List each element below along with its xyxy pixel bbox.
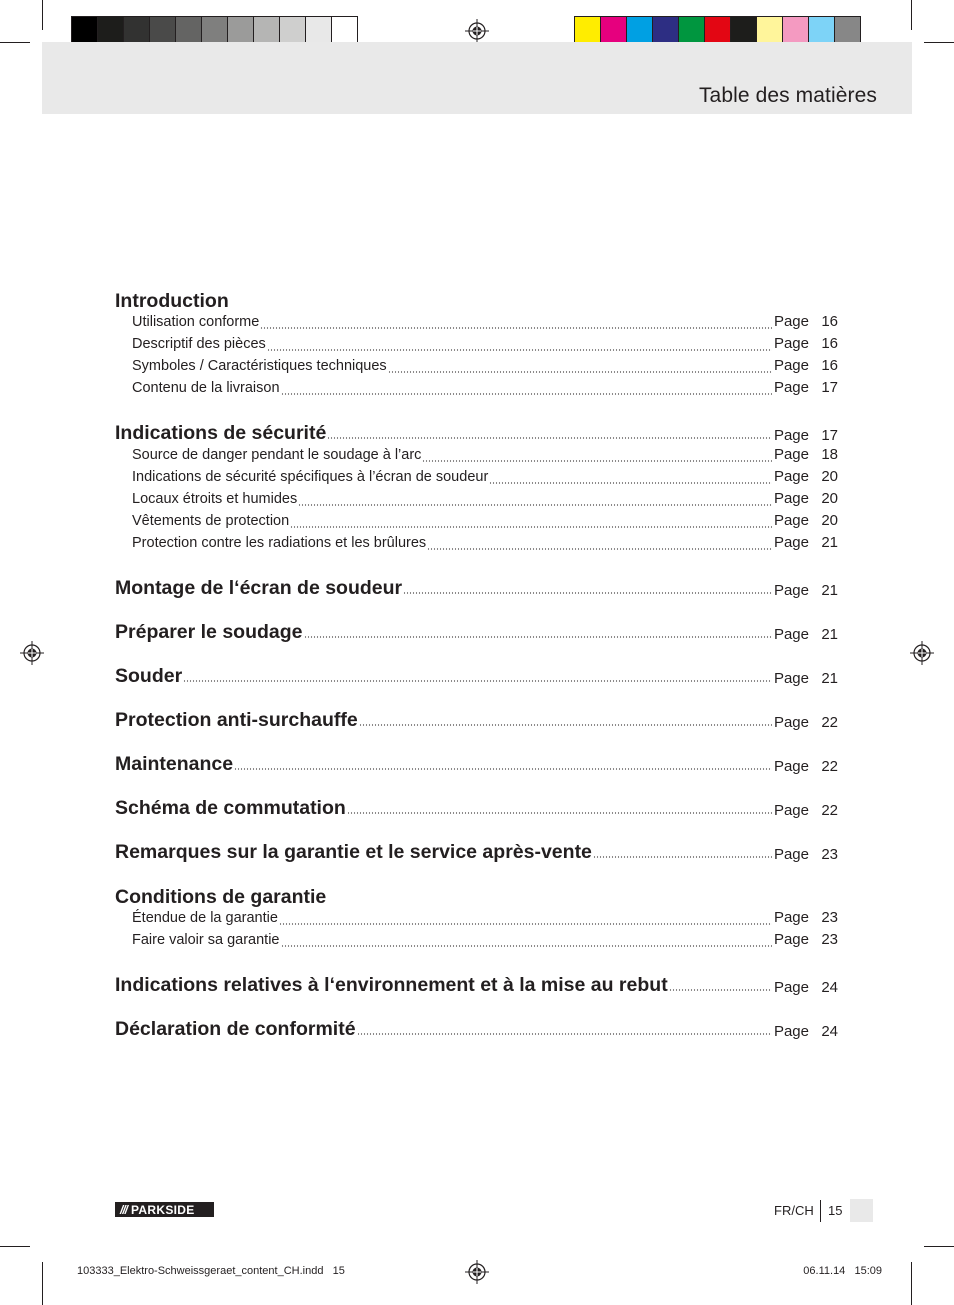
- print-slug-file: 103333_Elektro-Schweissgeraet_content_CH.indd 15: [77, 1265, 345, 1277]
- toc-entry-row: [115, 512, 838, 534]
- page-number: 22: [821, 714, 838, 731]
- page-number: 20: [821, 468, 838, 485]
- toc-section: [115, 657, 838, 689]
- page-number: 21: [821, 626, 838, 643]
- toc-section: [115, 966, 838, 998]
- toc-heading: Maintenance: [115, 753, 234, 775]
- toc-entry-row: [115, 335, 838, 357]
- crop-mark: [924, 1246, 954, 1247]
- page-number: 21: [821, 670, 838, 687]
- toc-heading-row: [115, 657, 838, 689]
- toc-entry: Protection contre les radiations et les brûlures: [132, 535, 427, 551]
- page-number: 16: [821, 335, 838, 352]
- toc-section: [115, 833, 838, 865]
- registration-mark-icon: [465, 19, 489, 43]
- dot-leader: [304, 636, 772, 638]
- page-number: 17: [821, 379, 838, 396]
- page-label: Page: [773, 379, 809, 396]
- footer-tab-box: [850, 1199, 873, 1222]
- dot-leader: [327, 437, 772, 439]
- registration-mark-icon: [20, 641, 44, 665]
- toc-entry-row: [115, 313, 838, 335]
- registration-mark-icon: [910, 641, 934, 665]
- toc-heading-row: [115, 701, 838, 733]
- toc-section: [115, 414, 838, 556]
- page-label: Page: [773, 758, 809, 775]
- crop-mark: [42, 0, 43, 30]
- toc-heading: Souder: [115, 665, 183, 687]
- toc-entry-row: [115, 468, 838, 490]
- toc-section: [115, 877, 838, 953]
- toc-section: [115, 701, 838, 733]
- dot-leader: [359, 724, 772, 726]
- dot-leader: [290, 526, 772, 528]
- dot-leader: [388, 371, 772, 373]
- toc-heading: Remarques sur la garantie et le service après-vente: [115, 841, 592, 863]
- page-number: 24: [821, 979, 838, 996]
- toc-entry: Descriptif des pièces: [132, 336, 266, 352]
- dot-leader: [489, 482, 772, 484]
- toc-entry: Vêtements de protection: [132, 513, 290, 529]
- dot-leader: [347, 812, 772, 814]
- page-number: 20: [821, 490, 838, 507]
- toc-heading: Indications relatives à l‘environnement et à la mise au rebut: [115, 974, 668, 996]
- page-number: 21: [821, 534, 838, 551]
- dot-leader: [183, 680, 772, 682]
- logo-brand: PARKSIDE: [131, 1202, 195, 1217]
- toc-section: [115, 613, 838, 645]
- dot-leader: [298, 504, 772, 506]
- page-number: 16: [821, 313, 838, 330]
- toc-entry-row: [115, 357, 838, 379]
- page-number: 23: [821, 931, 838, 948]
- toc-section: [115, 1010, 838, 1042]
- toc-heading: Introduction: [115, 290, 229, 312]
- toc-entry: Source de danger pendant le soudage à l’arc: [132, 447, 422, 463]
- page-number: 24: [821, 1023, 838, 1040]
- crop-mark: [911, 0, 912, 30]
- dot-leader: [403, 592, 772, 594]
- toc-heading-row: [115, 745, 838, 777]
- toc-entry: Étendue de la garantie: [132, 910, 278, 926]
- dot-leader: [279, 923, 772, 925]
- toc-heading: Montage de l‘écran de soudeur: [115, 577, 403, 599]
- dot-leader: [427, 548, 772, 550]
- dot-leader: [281, 945, 772, 947]
- page-number: 18: [821, 446, 838, 463]
- toc-section: [115, 569, 838, 601]
- toc-entry: Indications de sécurité spécifiques à l’écran de soudeur: [132, 469, 489, 485]
- page-label: Page: [773, 468, 809, 485]
- toc-heading: Préparer le soudage: [115, 621, 303, 643]
- toc-heading-row: [115, 414, 838, 446]
- page-label: Page: [773, 490, 809, 507]
- toc-entry: Faire valoir sa garantie: [132, 932, 280, 948]
- toc-section: [115, 745, 838, 777]
- page-number: 16: [821, 357, 838, 374]
- crop-mark: [42, 1262, 43, 1305]
- page-label: Page: [773, 931, 809, 948]
- logo-slashes: ///: [120, 1202, 128, 1217]
- parkside-logo: [115, 1202, 214, 1217]
- page-label: Page: [773, 512, 809, 529]
- dot-leader: [357, 1033, 772, 1035]
- toc-section: [115, 789, 838, 821]
- page-number: 23: [821, 846, 838, 863]
- crop-mark: [0, 42, 30, 43]
- table-of-contents: [115, 281, 838, 1054]
- toc-heading: Déclaration de conformité: [115, 1018, 356, 1040]
- page-label: Page: [773, 846, 809, 863]
- page-label: Page: [773, 670, 809, 687]
- toc-entry-row: [115, 446, 838, 468]
- page-title: Table des matières: [698, 84, 877, 107]
- page-number: 22: [821, 802, 838, 819]
- toc-entry-row: [115, 490, 838, 512]
- page-number: 22: [821, 758, 838, 775]
- toc-entry: Utilisation conforme: [132, 314, 260, 330]
- toc-entry-row: [115, 931, 838, 953]
- page-label: Page: [773, 313, 809, 330]
- page-number: 17: [821, 427, 838, 444]
- page-label: Page: [773, 626, 809, 643]
- page-label: Page: [773, 909, 809, 926]
- dot-leader: [281, 393, 772, 395]
- dot-leader: [234, 768, 772, 770]
- registration-mark-icon: [465, 1260, 489, 1284]
- page-label: Page: [773, 446, 809, 463]
- toc-section: [115, 281, 838, 401]
- page-label: Page: [773, 1023, 809, 1040]
- page-label: Page: [773, 534, 809, 551]
- footer-language: FR/CH: [774, 1203, 814, 1218]
- print-slug-datetime: 06.11.14 15:09: [803, 1265, 882, 1277]
- crop-mark: [924, 42, 954, 43]
- toc-entry: Locaux étroits et humides: [132, 491, 298, 507]
- toc-entry-row: [115, 379, 838, 401]
- toc-heading: Protection anti-surchauffe: [115, 709, 358, 731]
- dot-leader: [669, 989, 772, 991]
- toc-entry-row: [115, 534, 838, 556]
- toc-heading-row: [115, 966, 838, 998]
- page-label: Page: [773, 714, 809, 731]
- crop-mark: [911, 1262, 912, 1305]
- toc-heading-row: [115, 613, 838, 645]
- page-label: Page: [773, 979, 809, 996]
- toc-entry-row: [115, 909, 838, 931]
- page-number: 21: [821, 582, 838, 599]
- page-number: 23: [821, 909, 838, 926]
- page-label: Page: [773, 357, 809, 374]
- page-label: Page: [773, 802, 809, 819]
- page-label: Page: [773, 427, 809, 444]
- page-number: 20: [821, 512, 838, 529]
- toc-heading-row: [115, 833, 838, 865]
- dot-leader: [593, 856, 772, 858]
- toc-heading-row: [115, 789, 838, 821]
- toc-heading-row: [115, 569, 838, 601]
- footer-divider: [820, 1200, 821, 1222]
- dot-leader: [260, 327, 772, 329]
- toc-entry: Symboles / Caractéristiques techniques: [132, 358, 387, 374]
- toc-heading: Conditions de garantie: [115, 886, 327, 908]
- page-label: Page: [773, 335, 809, 352]
- toc-entry: Contenu de la livraison: [132, 380, 280, 396]
- toc-heading-row: [115, 1010, 838, 1042]
- toc-heading: Indications de sécurité: [115, 422, 327, 444]
- footer-page-number: 15: [828, 1203, 843, 1218]
- toc-heading: Schéma de commutation: [115, 797, 346, 819]
- dot-leader: [267, 349, 772, 351]
- dot-leader: [422, 460, 772, 462]
- page-label: Page: [773, 582, 809, 599]
- crop-mark: [0, 1246, 30, 1247]
